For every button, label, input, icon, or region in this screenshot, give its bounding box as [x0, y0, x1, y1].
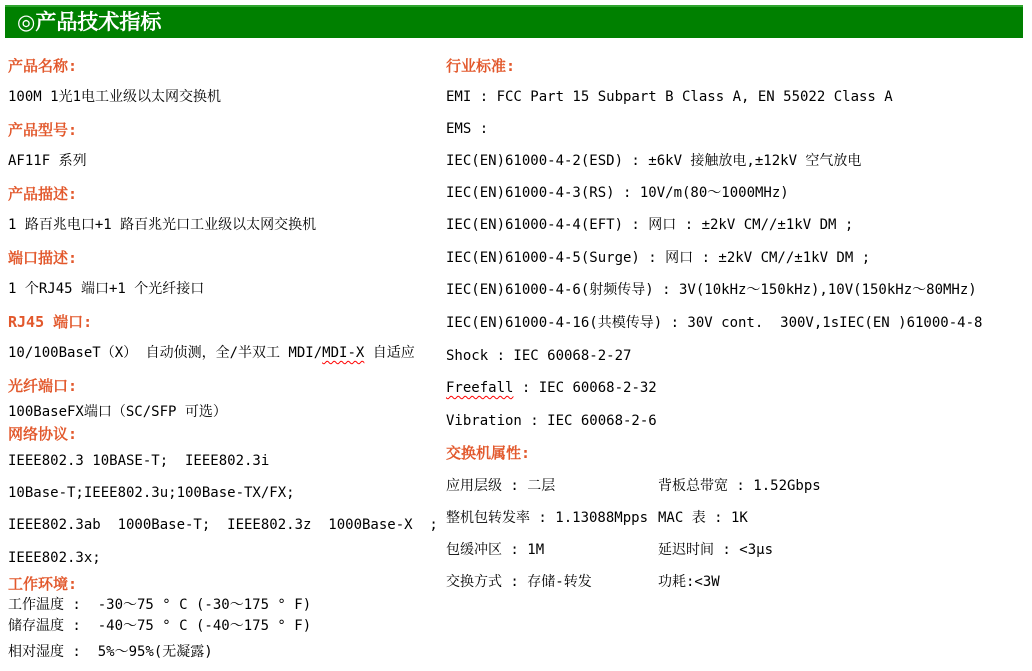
- switch-prop-forward-rate: 整机包转发率 : 1.13088Mpps: [446, 510, 649, 526]
- product-model-value: AF11F 系列: [8, 153, 87, 169]
- heading-product-model: 产品型号:: [8, 121, 78, 139]
- heading-fiber-port: 光纤端口:: [8, 377, 78, 395]
- protocol-line: IEEE802.3x;: [8, 550, 101, 566]
- switch-prop-backplane: 背板总带宽 : 1.52Gbps: [658, 478, 821, 494]
- switch-prop-latency: 延迟时间 : <3μs: [658, 542, 774, 558]
- spellcheck-word-freefall: Freefall: [446, 380, 514, 396]
- env-line-operating-temp: 工作温度 : -30～75 ° C (-30～175 ° F): [8, 597, 312, 613]
- standard-line-ems: EMS :: [446, 121, 489, 137]
- standard-line-esd: IEC(EN)61000-4-2(ESD) : ±6kV 接触放电,±12kV 空气放电: [446, 153, 862, 169]
- standard-line-rs: IEC(EN)61000-4-3(RS) : 10V/m(80～1000MHz): [446, 185, 789, 201]
- heading-environment: 工作环境:: [8, 575, 78, 593]
- standard-line-common-mode: IEC(EN)61000-4-16(共模传导) : 30V cont. 300V,1sIEC(EN )61000-4-8: [446, 315, 983, 331]
- switch-prop-switch-mode: 交换方式 : 存储-转发: [446, 574, 592, 590]
- standard-line-vibration: Vibration : IEC 60068-2-6: [446, 413, 657, 429]
- standard-line-rf-conducted: IEC(EN)61000-4-6(射频传导) : 3V(10kHz～150kHz),10V(150kHz～80MHz): [446, 282, 977, 298]
- standard-line-freefall: [446, 379, 657, 397]
- switch-prop-mac-table: MAC 表 : 1K: [658, 510, 748, 526]
- env-line-storage-temp: 储存温度 : -40～75 ° C (-40～175 ° F): [8, 618, 312, 634]
- page-title: ◎产品技术指标: [17, 10, 162, 34]
- switch-prop-app-layer: 应用层级 : 二层: [446, 478, 556, 494]
- switch-prop-power: 功耗:<3W: [658, 574, 720, 590]
- product-desc-value: 1 路百兆电口+1 路百兆光口工业级以太网交换机: [8, 217, 317, 233]
- heading-product-desc: 产品描述:: [8, 185, 78, 203]
- heading-industry-standards: 行业标准:: [446, 57, 516, 75]
- rj45-port-value: [8, 344, 415, 362]
- heading-rj45-port: RJ45 端口:: [8, 313, 93, 331]
- standard-line-emi: EMI : FCC Part 15 Subpart B Class A, EN 55022 Class A: [446, 89, 893, 105]
- standard-line-surge: IEC(EN)61000-4-5(Surge) : 网口 : ±2kV CM//±1kV DM ;: [446, 250, 871, 266]
- section-header-bar: [5, 5, 1023, 38]
- heading-protocols: 网络协议:: [8, 425, 78, 443]
- protocol-line: 10Base-T;IEEE802.3u;100Base-TX/FX;: [8, 485, 295, 501]
- fiber-port-value: 100BaseFX端口（SC/SFP 可选）: [8, 404, 227, 420]
- env-line-humidity: 相对湿度 : 5%～95%(无凝露): [8, 644, 213, 660]
- protocol-line: IEEE802.3ab 1000Base-T; IEEE802.3z 1000Base-X ;: [8, 517, 438, 533]
- heading-switch-properties: 交换机属性:: [446, 444, 531, 462]
- heading-port-desc: 端口描述:: [8, 249, 78, 267]
- heading-product-name: 产品名称:: [8, 57, 78, 75]
- standard-line-shock: Shock : IEC 60068-2-27: [446, 348, 632, 364]
- standard-line-eft: IEC(EN)61000-4-4(EFT) : 网口 : ±2kV CM//±1kV DM ;: [446, 217, 854, 233]
- switch-prop-buffer: 包缓冲区 : 1M: [446, 542, 545, 558]
- protocol-line: IEEE802.3 10BASE-T; IEEE802.3i: [8, 453, 270, 469]
- spellcheck-word-mdix: MDI-X: [322, 345, 365, 361]
- freefall-text-rest: : IEC 60068-2-32: [513, 380, 657, 396]
- port-desc-value: 1 个RJ45 端口+1 个光纤接口: [8, 281, 205, 297]
- rj45-text-post: 自适应: [364, 345, 415, 361]
- product-name-value: 100M 1光1电工业级以太网交换机: [8, 89, 222, 105]
- rj45-text-pre: 10/100BaseT（X） 自动侦测，全/半双工 MDI/: [8, 345, 323, 361]
